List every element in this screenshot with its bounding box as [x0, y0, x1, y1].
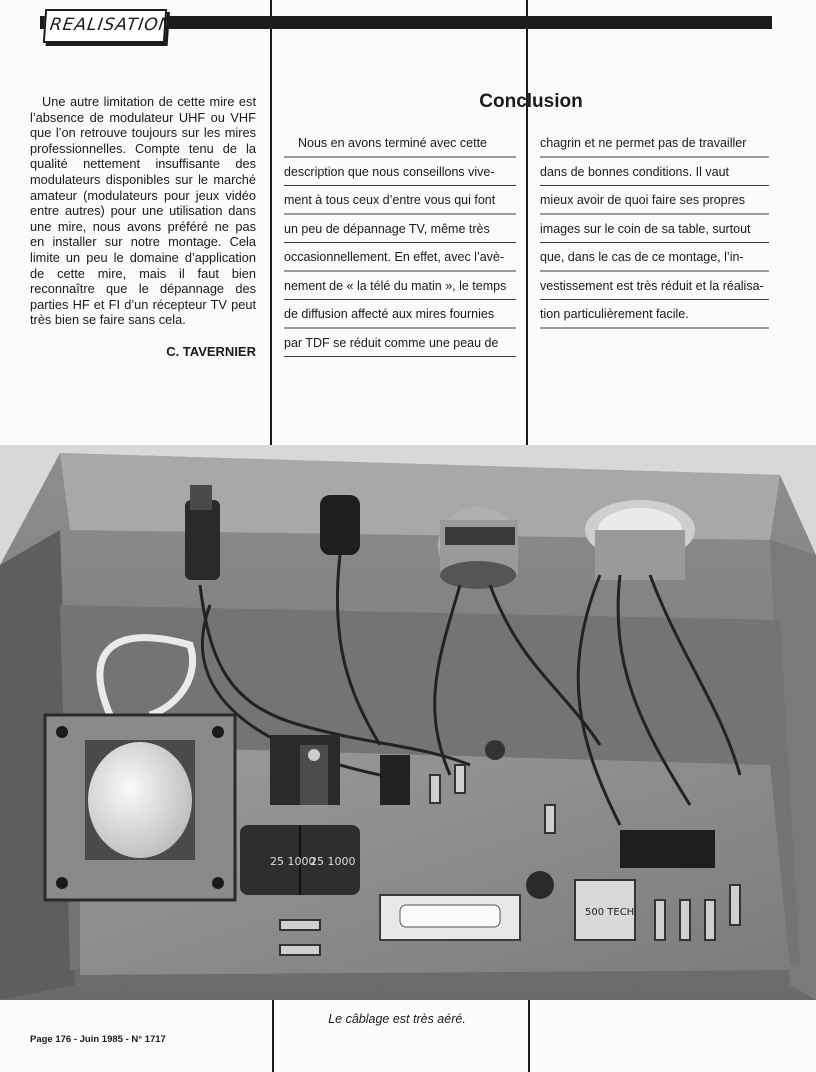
- circuit-photo: [0, 445, 816, 1000]
- crystal-label: 500 TECH: [585, 907, 635, 918]
- page-footer: Page 176 - Juin 1985 - N° 1717: [30, 1034, 166, 1045]
- text-line: description que nous conseillons vive-: [284, 164, 495, 179]
- text-line: par TDF se réduit comme une peau de: [284, 335, 499, 350]
- column-rule-left-bottom: [272, 998, 274, 1072]
- text-line: images sur le coin de sa table, surtout: [540, 221, 751, 236]
- crystal: [575, 880, 635, 940]
- electrolytic-capacitor: [380, 755, 410, 805]
- text-line: dans de bonnes conditions. Il vaut: [540, 164, 730, 179]
- conclusion-heading: Conclusion: [479, 91, 583, 112]
- text-line: un peu de dépannage TV, même très: [284, 221, 490, 236]
- conclusion-column-3: [540, 129, 769, 329]
- text-line: de diffusion affecté aux mires fournies: [284, 307, 495, 321]
- column-rule-left: [270, 0, 272, 448]
- author-name: C. TAVERNIER: [166, 344, 256, 359]
- text-line: vestissement est très réduit et la réalisa-: [540, 278, 764, 293]
- fuse-holder: [380, 895, 520, 940]
- text-line: Nous en avons terminé avec cette: [298, 136, 487, 150]
- text-line: mieux avoir de quoi faire ses propres: [540, 193, 745, 207]
- integrated-circuit: [620, 830, 715, 868]
- text-line: ment à tous ceux d’entre vous qui font: [284, 193, 496, 207]
- column-rule-right-bottom: [528, 998, 530, 1072]
- trimmer-pot: [526, 871, 554, 899]
- section-label: REALISATION: [48, 15, 174, 35]
- column-rule-right: [526, 0, 528, 448]
- text-line: chagrin et ne permet pas de travailler: [540, 136, 747, 150]
- transformer: [45, 715, 235, 900]
- capacitor-pair: [240, 825, 360, 895]
- text-line: tion particulièrement facile.: [540, 307, 689, 321]
- conclusion-column-2: [284, 129, 516, 357]
- text-line: que, dans le cas de ce montage, l’in-: [540, 250, 744, 264]
- capacitor-label: 25 1000: [310, 855, 356, 868]
- article-paragraph: Une autre limitation de cette mire est l’absence de modulateur UHF ou VHF que l’on retrouve toujours sur les mires professionnelles. Compte tenu de la qualité nettement insuffisante des modulateurs disponibles sur le marché amateur (modulateurs pour jeux vidéo entre autres) pour une utilisation dans une mire, nous avons préféré ne pas en installer sur notre montage. Cela limite un peu le domaine d’application de cette mire, mais il faut bien reconnaître que le dépannage des parties HF et FI d’un récepteur TV peut très bien se faire sans cela.: [30, 94, 256, 328]
- text-line: nement de « la télé du matin », le temps: [284, 278, 507, 293]
- din-connector: [585, 500, 695, 580]
- photo-caption: Le câblage est très aéré.: [328, 1012, 466, 1026]
- trimmer-pot: [485, 740, 505, 760]
- text-line: occasionnellement. En effet, avec l’avè-: [284, 250, 505, 264]
- bnc-connector-middle: [320, 495, 360, 555]
- capacitor-label: 25 1000: [270, 855, 316, 868]
- voltage-regulator: [270, 735, 340, 805]
- tube-socket: [438, 507, 518, 589]
